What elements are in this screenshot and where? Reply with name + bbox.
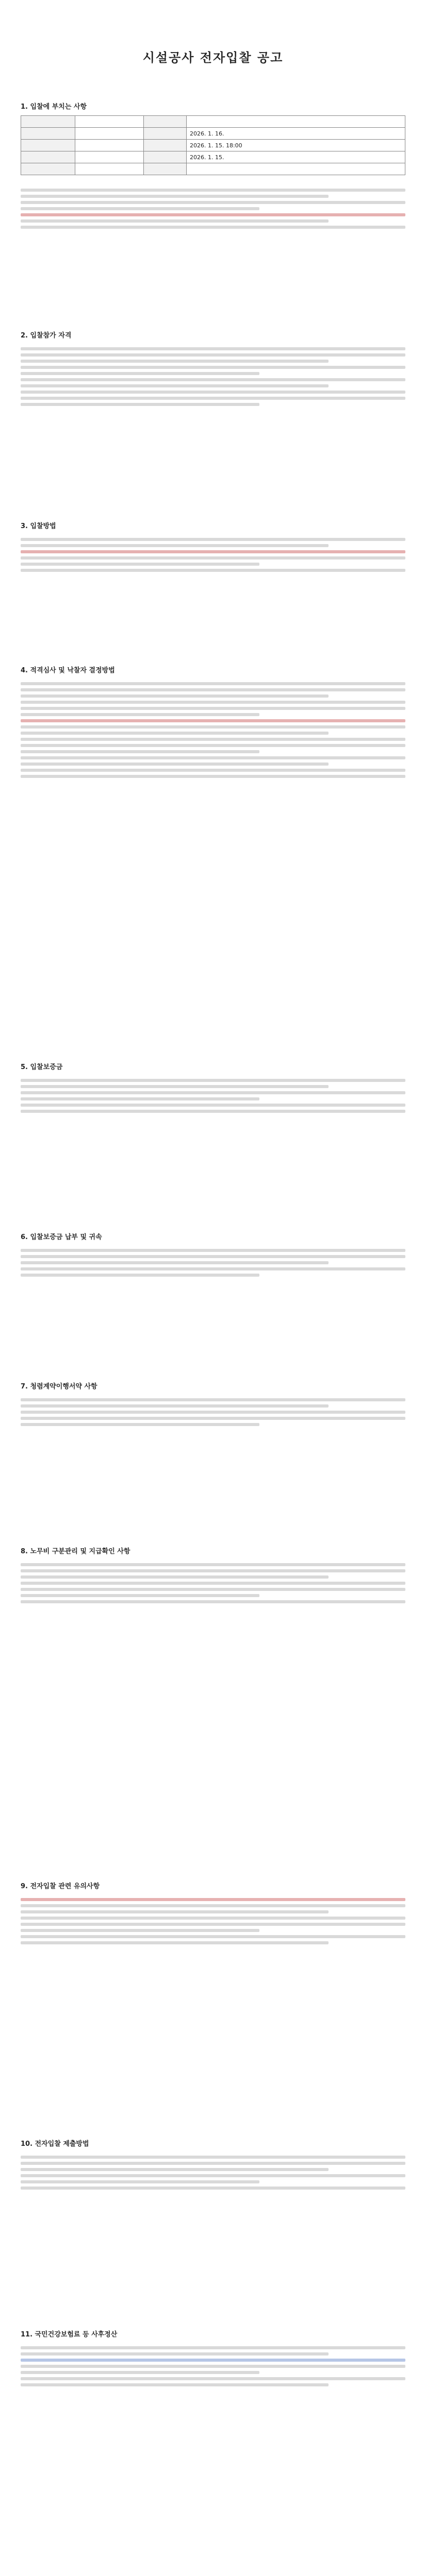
kv-value xyxy=(75,128,144,140)
kv-label xyxy=(144,163,187,175)
section-5-body xyxy=(21,1076,405,1116)
kv-value xyxy=(75,151,144,163)
kv-label xyxy=(144,128,187,140)
key-info-table xyxy=(21,115,405,175)
section-6-body xyxy=(21,1246,405,1280)
section-2-body xyxy=(21,344,405,409)
kv-label xyxy=(21,128,75,140)
section-1-head: 1. 입찰에 부치는 사항 xyxy=(21,103,87,111)
kv-label xyxy=(144,151,187,163)
kv-label xyxy=(21,151,75,163)
section-3-head: 3. 입찰방법 xyxy=(21,522,56,530)
section-8-head: 8. 노무비 구분관리 및 지급확인 사항 xyxy=(21,1548,130,1555)
kv-label xyxy=(144,116,187,128)
section-4-head: 4. 적격심사 및 낙찰자 결정방법 xyxy=(21,667,115,674)
section-2-head: 2. 입찰참가 자격 xyxy=(21,332,72,340)
section-7-body xyxy=(21,1395,405,1429)
kv-value xyxy=(187,116,405,128)
section-11-head: 11. 국민건강보험료 등 사후정산 xyxy=(21,2331,118,2338)
section-6-head: 6. 입찰보증금 납부 및 귀속 xyxy=(21,1233,102,1241)
kv-label xyxy=(21,163,75,175)
section-7-head: 7. 청렴계약이행서약 사항 xyxy=(21,1383,97,1391)
kv-value: 2026. 1. 15. xyxy=(187,151,405,163)
section-3-body xyxy=(21,535,405,575)
kv-value: 2026. 1. 15. 18:00 xyxy=(187,140,405,151)
kv-value: 2026. 1. 16. xyxy=(187,128,405,140)
section-1-body xyxy=(21,185,405,232)
section-9-body xyxy=(21,1895,405,1947)
section-9-head: 9. 전자입찰 관련 유의사항 xyxy=(21,1883,100,1890)
document-title: 시설공사 전자입찰 공고 xyxy=(142,50,284,65)
section-11-body xyxy=(21,2343,405,2389)
section-8-body xyxy=(21,1560,405,1606)
kv-label xyxy=(144,140,187,151)
kv-value xyxy=(75,163,144,175)
section-5-head: 5. 입찰보증금 xyxy=(21,1063,63,1071)
section-4-body xyxy=(21,679,405,781)
kv-label xyxy=(21,116,75,128)
kv-value xyxy=(75,140,144,151)
doc-number xyxy=(19,16,21,24)
kv-value xyxy=(75,116,144,128)
section-10-head: 10. 전자입찰 제출방법 xyxy=(21,2140,89,2148)
kv-value xyxy=(187,163,405,175)
section-10-body xyxy=(21,2153,405,2193)
kv-label xyxy=(21,140,75,151)
